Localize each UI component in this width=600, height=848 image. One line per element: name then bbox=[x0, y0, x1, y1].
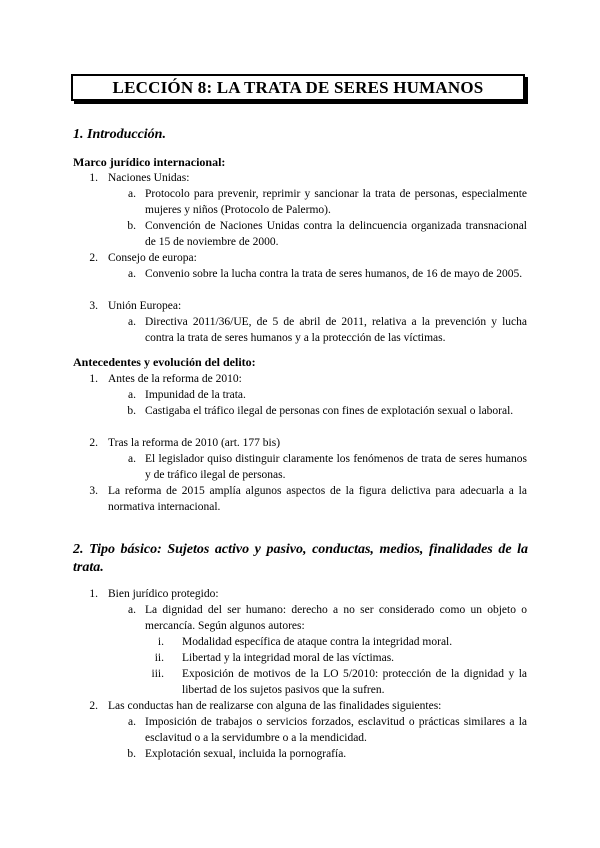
list-number: 1. bbox=[89, 373, 98, 385]
list-roman: iii. bbox=[151, 668, 164, 680]
section1-heading: 1. Introducción. bbox=[73, 127, 166, 142]
list-roman: i. bbox=[157, 636, 164, 648]
list-subitem-text: Explotación sexual, incluida la pornografía. bbox=[145, 748, 347, 760]
lesson-title: LECCIÓN 8: LA TRATA DE SERES HUMANOS bbox=[71, 74, 525, 101]
list-letter: b. bbox=[127, 405, 136, 417]
list-subitem-text: Castigaba el tráfico ilegal de personas con fines de explotación sexual o laboral. bbox=[145, 405, 514, 417]
list-subsubitem-text: Libertad y la integridad moral de las víctimas. bbox=[182, 652, 395, 664]
list-item-text: Naciones Unidas: bbox=[108, 172, 190, 184]
list-item-text: Consejo de europa: bbox=[108, 252, 197, 264]
list-letter: b. bbox=[127, 220, 136, 232]
list-item-text: La reforma de 2015 amplía algunos aspectos de la figura delictiva para adecuarla a la normativa internacional. bbox=[108, 485, 527, 513]
list-item-text: Antes de la reforma de 2010: bbox=[108, 373, 242, 385]
list-letter: a. bbox=[128, 188, 136, 200]
list-number: 2. bbox=[89, 437, 98, 449]
list-letter: a. bbox=[128, 316, 136, 328]
marco-heading: Marco jurídico internacional: bbox=[73, 155, 226, 169]
list-subitem-text: Protocolo para prevenir, reprimir y sancionar la trata de personas, especialmente mujeres y niños (Protocolo de Palermo). bbox=[145, 188, 527, 216]
list-letter: a. bbox=[128, 453, 136, 465]
list-letter: a. bbox=[128, 716, 136, 728]
list-number: 1. bbox=[89, 588, 98, 600]
antecedentes-heading: Antecedentes y evolución del delito: bbox=[73, 355, 256, 369]
list-item-text: Unión Europea: bbox=[108, 300, 182, 312]
list-subitem-text: Convenio sobre la lucha contra la trata de seres humanos, de 16 de mayo de 2005. bbox=[145, 268, 523, 280]
list-item-text: Tras la reforma de 2010 (art. 177 bis) bbox=[108, 437, 281, 449]
list-letter: a. bbox=[128, 604, 136, 616]
list-number: 3. bbox=[89, 485, 98, 497]
section2-heading: 2. Tipo básico: Sujetos activo y pasivo, conductas, medios, finalidades de la trata. bbox=[73, 542, 528, 575]
list-subitem-text: Convención de Naciones Unidas contra la delincuencia organizada transnacional de 15 de noviembre de 2000. bbox=[145, 220, 527, 248]
list-subitem-text: Impunidad de la trata. bbox=[145, 389, 246, 401]
list-subsubitem-text: Modalidad específica de ataque contra la integridad moral. bbox=[182, 636, 453, 648]
list-number: 2. bbox=[89, 252, 98, 264]
list-item-text: Bien jurídico protegido: bbox=[108, 588, 219, 600]
list-number: 2. bbox=[89, 700, 98, 712]
list-letter: a. bbox=[128, 389, 136, 401]
list-subsubitem-text: Exposición de motivos de la LO 5/2010: protección de la dignidad y la libertad de los sujetos pasivos que la sufren. bbox=[182, 668, 527, 696]
list-item-text: Las conductas han de realizarse con alguna de las finalidades siguientes: bbox=[108, 700, 442, 712]
list-letter: a. bbox=[128, 268, 136, 280]
list-subitem-text: Directiva 2011/36/UE, de 5 de abril de 2011, relativa a la prevención y lucha contra la trata de seres humanos y a la protección de las víctimas. bbox=[145, 316, 527, 344]
list-number: 1. bbox=[89, 172, 98, 184]
list-subitem-text: Imposición de trabajos o servicios forzados, esclavitud o prácticas similares a la esclavitud o a la servidumbre o a la mendicidad. bbox=[145, 716, 527, 744]
list-roman: ii. bbox=[154, 652, 164, 664]
list-subitem-text: La dignidad del ser humano: derecho a no ser considerado como un objeto o mercancía. Según algunos autores: bbox=[145, 604, 527, 632]
list-number: 3. bbox=[89, 300, 98, 312]
list-subitem-text: El legislador quiso distinguir claramente los fenómenos de trata de seres humanos y de tráfico ilegal de personas. bbox=[145, 453, 527, 481]
list-letter: b. bbox=[127, 748, 136, 760]
